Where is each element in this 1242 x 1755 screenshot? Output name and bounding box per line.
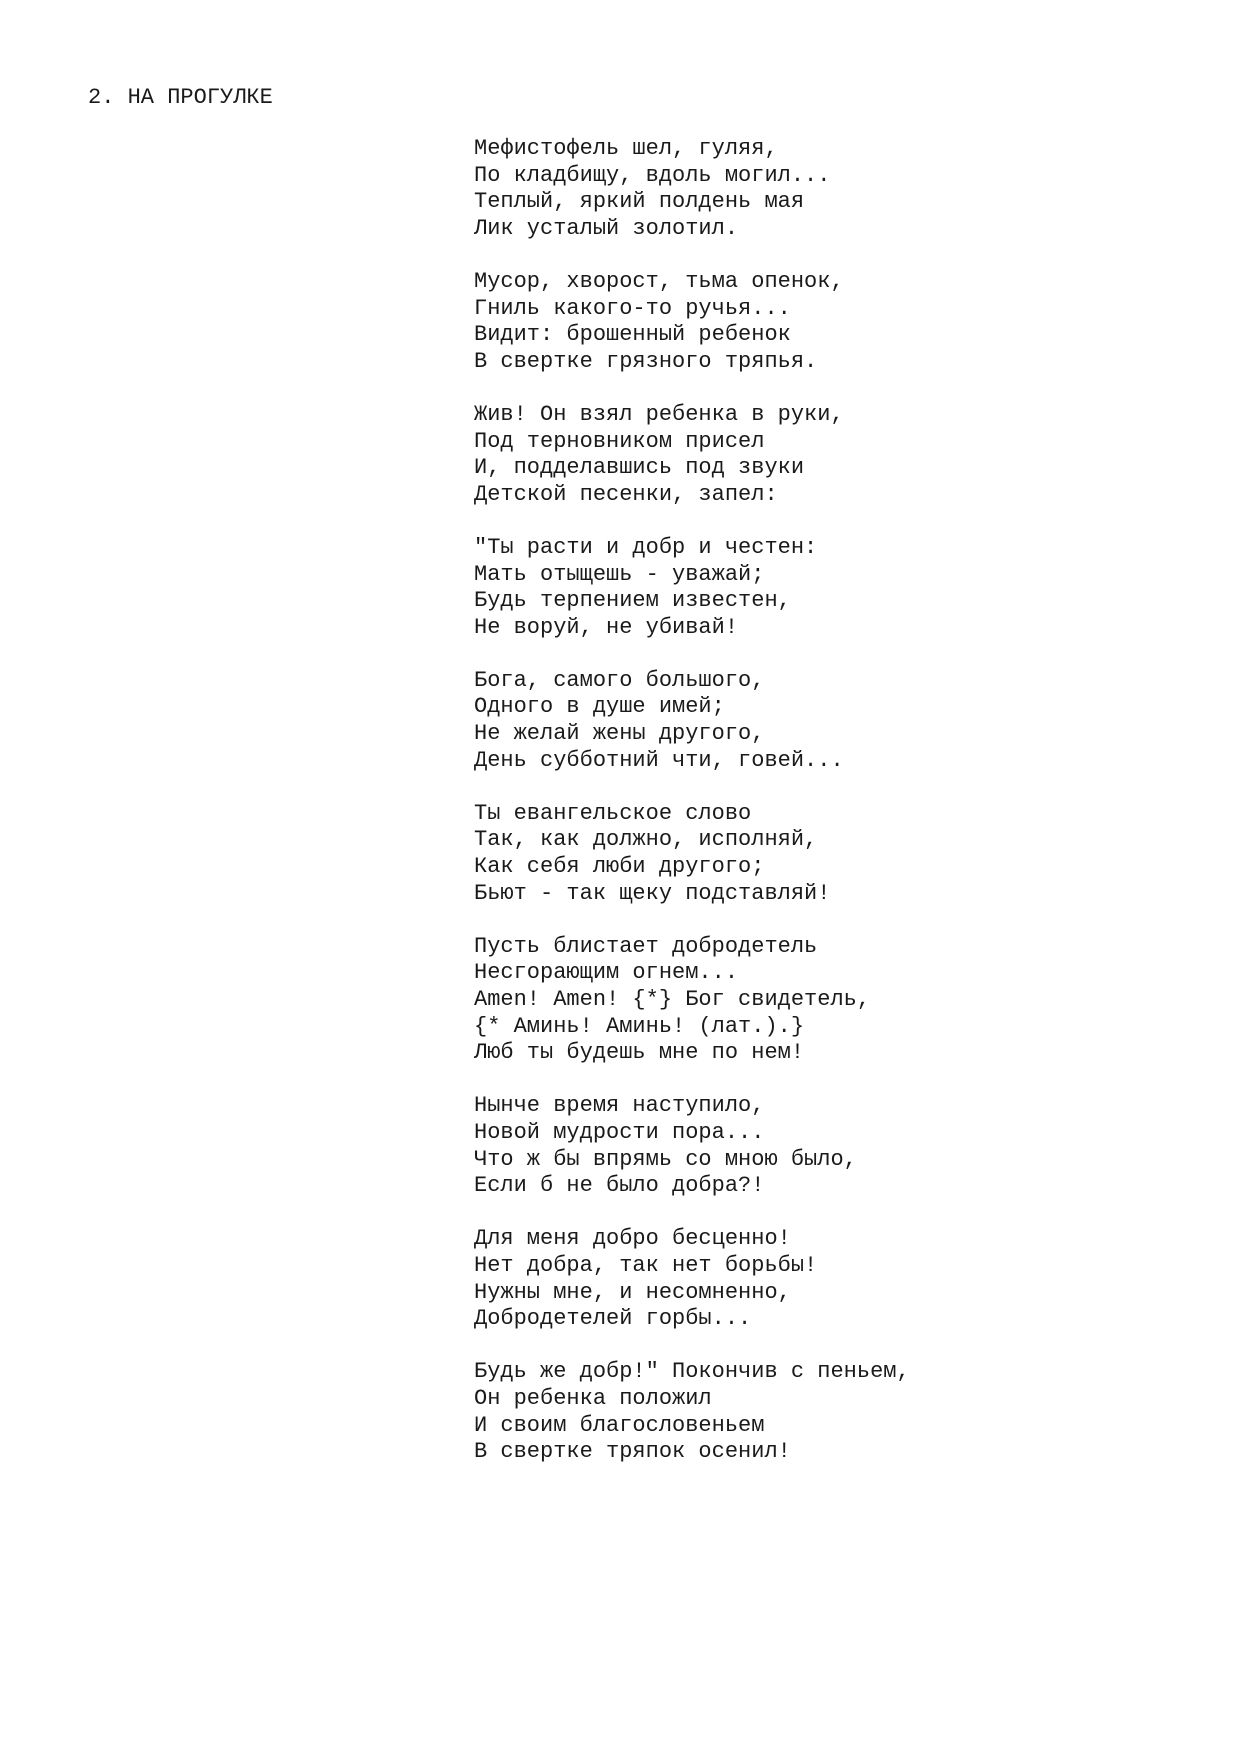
poem-body bbox=[474, 136, 1214, 1492]
poem-line: И своим благословеньем bbox=[474, 1412, 765, 1438]
poem-line: Бьют - так щеку подставляй! bbox=[474, 880, 831, 906]
stanza bbox=[474, 1226, 1214, 1332]
poem-line: Мефистофель шел, гуляя, bbox=[474, 136, 778, 161]
poem-line: Ты евангельское слово bbox=[474, 800, 752, 826]
poem-line: Так, как должно, исполняй, bbox=[474, 827, 818, 853]
poem-line: Как себя люби другого; bbox=[474, 854, 765, 880]
page-title: 2. НА ПРОГУЛКЕ bbox=[88, 85, 273, 110]
poem-line: По кладбищу, вдоль могил... bbox=[474, 162, 831, 188]
poem-line: Видит: брошенный ребенок bbox=[474, 322, 791, 348]
stanza bbox=[474, 535, 1214, 641]
poem-line: Нынче время наступило, bbox=[474, 1093, 765, 1119]
poem-line: В свертке тряпок осенил! bbox=[474, 1439, 791, 1465]
poem-line: Он ребенка положил bbox=[474, 1385, 712, 1411]
poem-line: Будь же добр!" Покончив с пеньем, bbox=[474, 1359, 910, 1385]
poem-line: Если б не было добра?! bbox=[474, 1173, 765, 1199]
poem-line: Добродетелей горбы... bbox=[474, 1306, 752, 1332]
poem-line: Новой мудрости пора... bbox=[474, 1119, 765, 1145]
poem-line: Не желай жены другого, bbox=[474, 721, 765, 747]
stanza bbox=[474, 269, 1214, 375]
poem-line: "Ты расти и добр и честен: bbox=[474, 534, 818, 560]
poem-line: Теплый, яркий полдень мая bbox=[474, 189, 805, 215]
poem-line: Под терновником присел bbox=[474, 428, 765, 454]
poem-line: Будь терпением известен, bbox=[474, 588, 791, 614]
poem-line: Мусор, хворост, тьма опенок, bbox=[474, 268, 844, 294]
poem-line: Детской песенки, запел: bbox=[474, 481, 778, 507]
stanza bbox=[474, 402, 1214, 508]
poem-line: Мать отыщешь - уважай; bbox=[474, 561, 765, 587]
footnote-line: {* Аминь! Аминь! (лат.).} bbox=[474, 1013, 805, 1039]
stanza bbox=[474, 1093, 1214, 1199]
stanza bbox=[474, 1359, 1214, 1465]
poem-line: Нужны мне, и несомненно, bbox=[474, 1279, 791, 1305]
poem-line: Гниль какого-то ручья... bbox=[474, 295, 791, 321]
poem-line: Amen! Amen! {*} Бог свидетель, bbox=[474, 987, 871, 1012]
poem-line: В свертке грязного тряпья. bbox=[474, 348, 818, 374]
stanza bbox=[474, 136, 1214, 242]
poem-line: Лик усталый золотил. bbox=[474, 215, 739, 241]
poem-line: Что ж бы впрямь со мною было, bbox=[474, 1146, 857, 1172]
poem-line: Жив! Он взял ребенка в руки, bbox=[474, 401, 844, 427]
poem-line: Люб ты будешь мне по нем! bbox=[474, 1040, 805, 1066]
poem-line: Пусть блистает добродетель bbox=[474, 933, 818, 959]
poem-line: Бога, самого большого, bbox=[474, 667, 765, 693]
poem-line: День субботний чти, говей... bbox=[474, 747, 844, 773]
poem-line: Несгорающим огнем... bbox=[474, 960, 739, 986]
poem-line: Одного в душе имей; bbox=[474, 694, 725, 720]
stanza bbox=[474, 934, 1214, 1067]
stanza bbox=[474, 801, 1214, 907]
poem-line: Для меня добро бесценно! bbox=[474, 1226, 791, 1252]
poem-line: И, подделавшись под звуки bbox=[474, 455, 805, 481]
poem-line: Нет добра, так нет борьбы! bbox=[474, 1252, 818, 1278]
stanza bbox=[474, 668, 1214, 774]
poem-line: Не воруй, не убивай! bbox=[474, 614, 739, 640]
